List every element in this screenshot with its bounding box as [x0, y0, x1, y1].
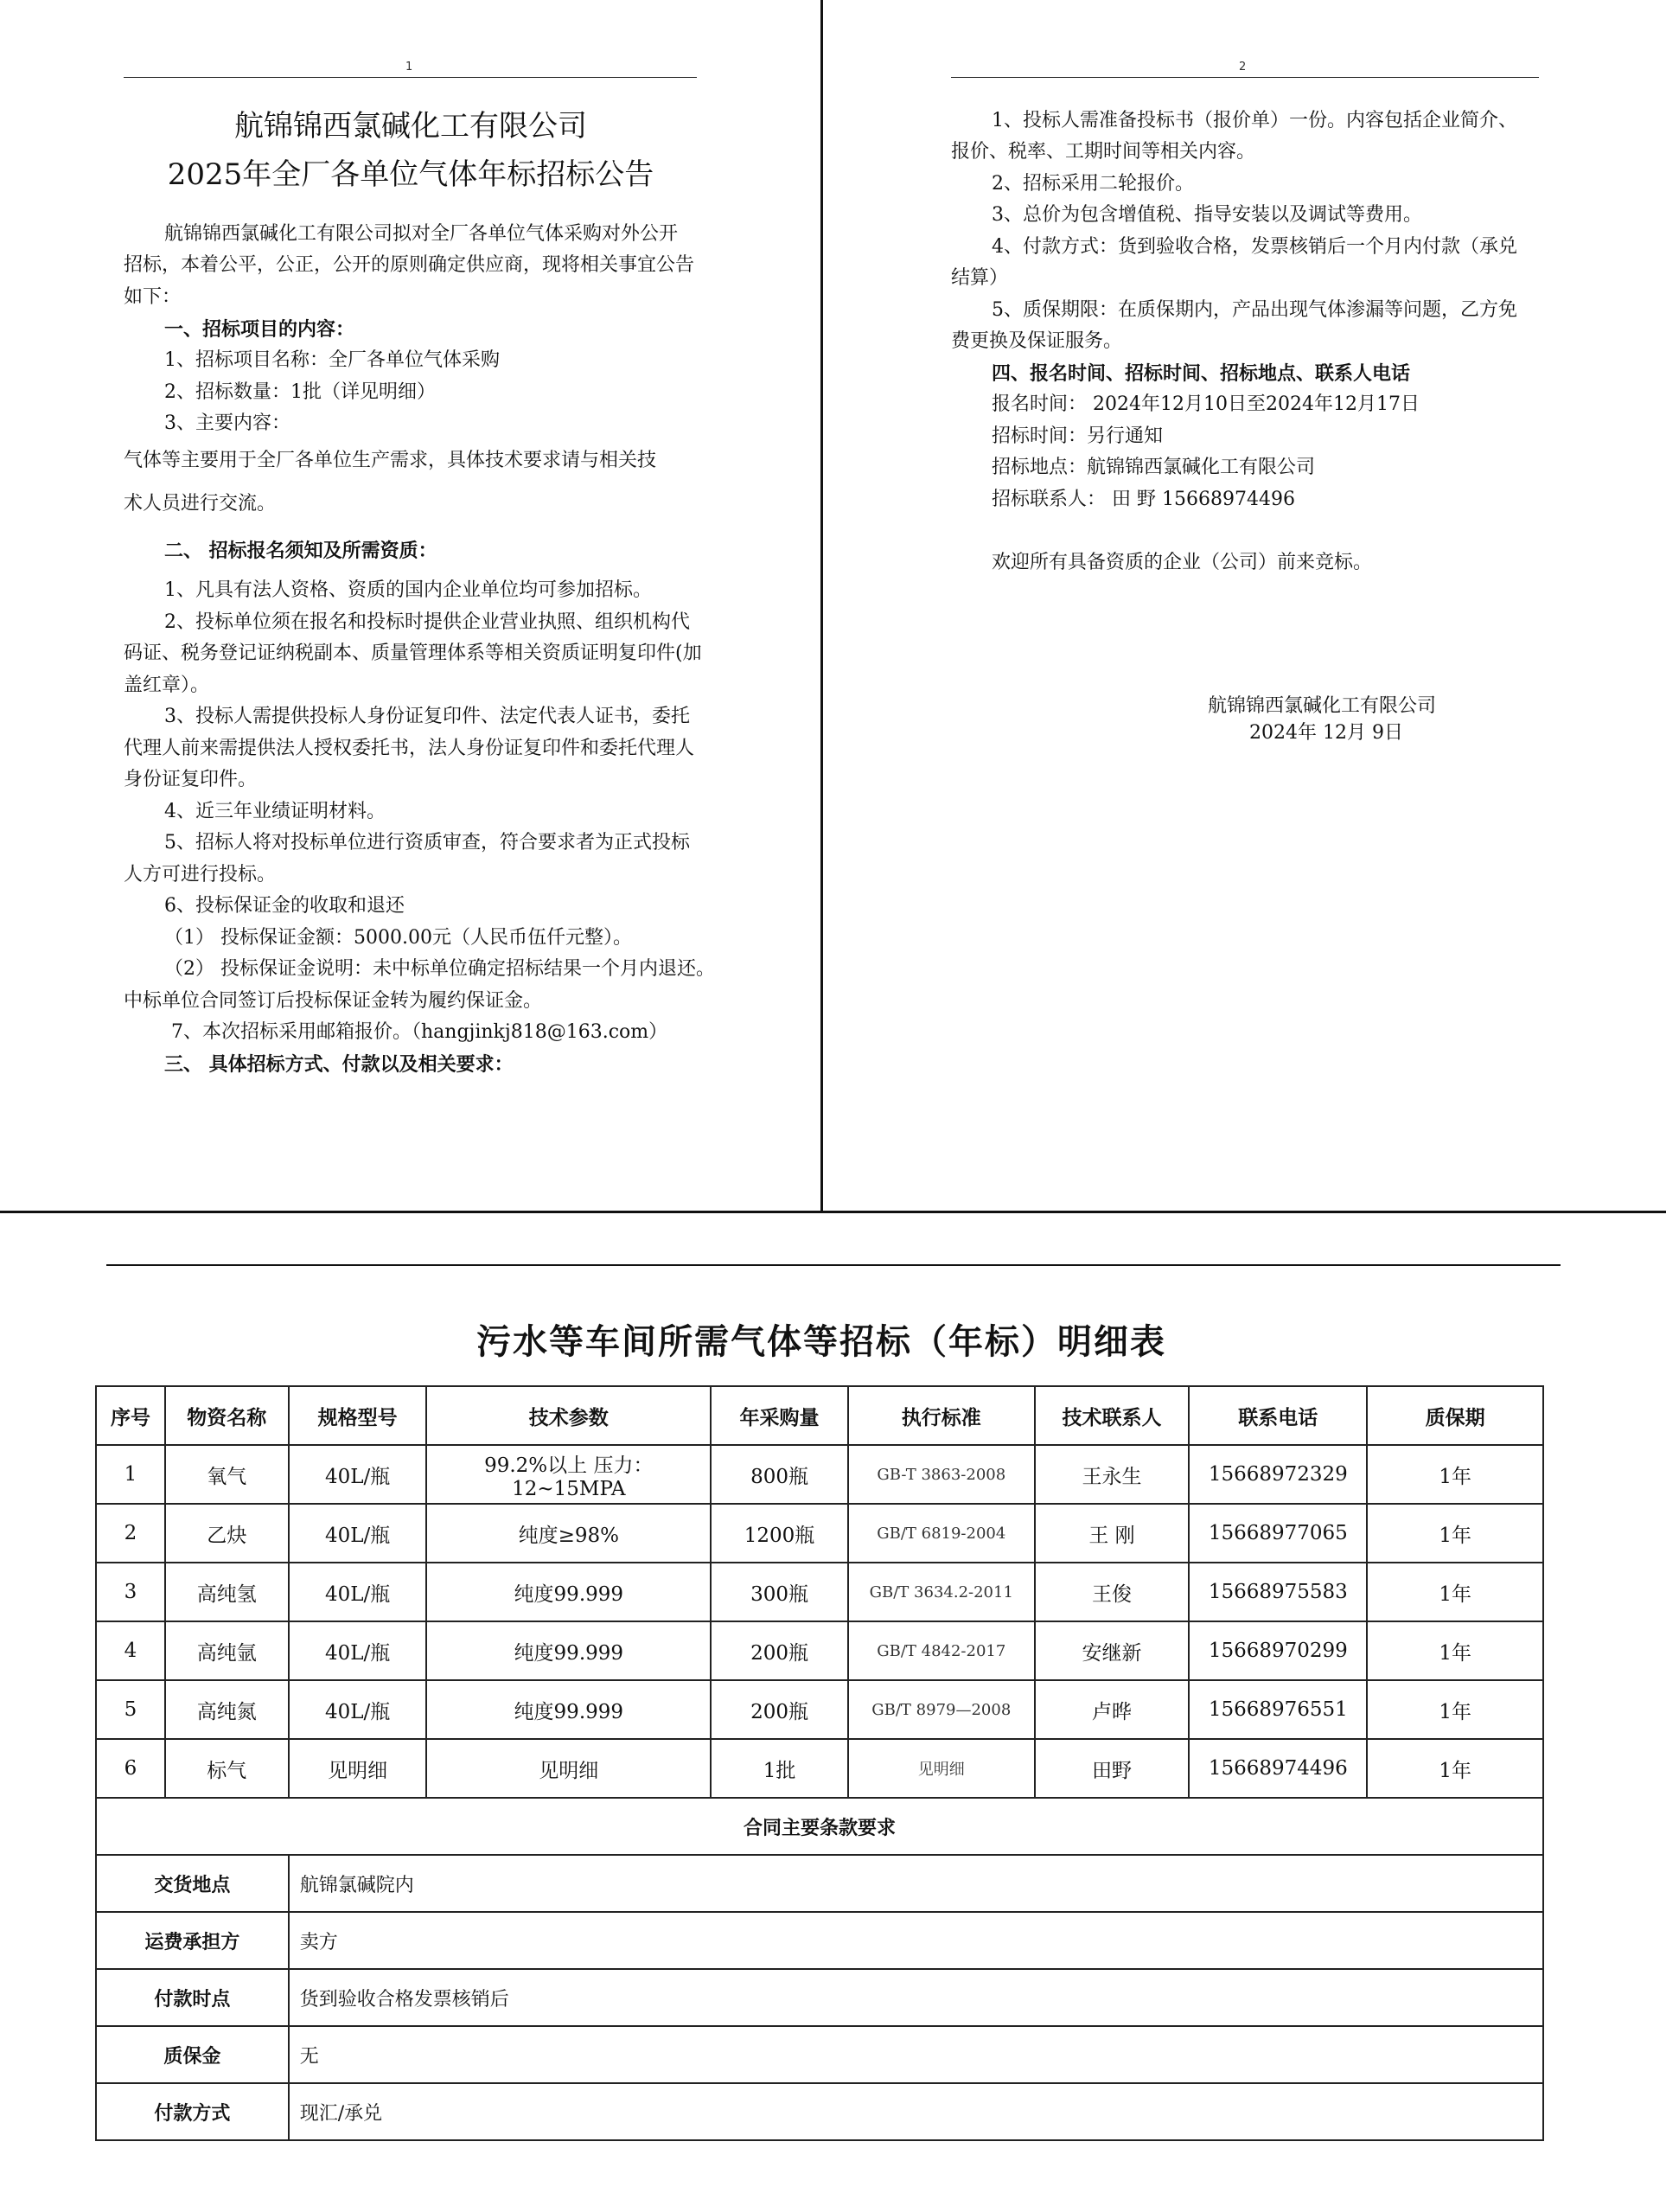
body-line: 2、投标单位须在报名和投标时提供企业营业执照、组织机构代 — [164, 611, 690, 633]
cell-params: 见明细 — [426, 1739, 711, 1798]
contact-line: 招标联系人： 田 野 15668974496 — [992, 489, 1295, 510]
body-line: 报名时间： 2024年12月10日至2024年12月17日 — [992, 393, 1420, 415]
cell-seq: 2 — [96, 1504, 165, 1563]
table-row — [96, 1445, 1543, 1504]
cell-params: 纯度99.999 — [426, 1621, 711, 1680]
column-header: 物资名称 — [165, 1386, 289, 1445]
cell-spec: 见明细 — [289, 1739, 427, 1798]
cell-spec: 40L/瓶 — [289, 1563, 427, 1621]
header-rule — [124, 77, 697, 78]
cell-spec: 40L/瓶 — [289, 1504, 427, 1563]
body-line: 码证、税务登记证纳税副本、质量管理体系等相关资质证明复印件(加 — [124, 643, 702, 664]
cell-item: 高纯氢 — [165, 1563, 289, 1621]
body-line: 报价、税率、工期时间等相关内容。 — [951, 141, 1256, 163]
table-title: 污水等车间所需气体等招标（年标）明细表 — [476, 1322, 1166, 1362]
body-line: 术人员进行交流。 — [124, 493, 277, 515]
cell-phone: 15668974496 — [1189, 1739, 1367, 1798]
cell-seq: 1 — [96, 1445, 165, 1504]
cell-contact: 王 刚 — [1035, 1504, 1190, 1563]
body-line: 结算） — [951, 267, 1009, 289]
body-line: 3、投标人需提供投标人身份证复印件、法定代表人证书，委托 — [164, 706, 690, 727]
term-value: 无 — [289, 2026, 1543, 2083]
cell-seq: 5 — [96, 1680, 165, 1739]
body-line: 招标时间：另行通知 — [992, 425, 1164, 447]
column-header: 技术联系人 — [1035, 1386, 1190, 1445]
cell-standard: GB/T 8979—2008 — [848, 1680, 1035, 1739]
body-line: 5、质保期限：在质保期内，产品出现气体渗漏等问题，乙方免 — [992, 299, 1517, 321]
cell-contact: 王俊 — [1035, 1563, 1190, 1621]
cell-seq: 4 — [96, 1621, 165, 1680]
term-label: 运费承担方 — [96, 1912, 289, 1969]
column-header: 序号 — [96, 1386, 165, 1445]
term-row — [96, 1912, 1543, 1969]
body-line: 中标单位合同签订后投标保证金转为履约保证金。 — [124, 990, 543, 1012]
body-line: （2） 投标保证金说明：未中标单位确定招标结果一个月内退还。 — [164, 958, 715, 980]
term-label: 质保金 — [96, 2026, 289, 2083]
cell-quantity: 200瓶 — [711, 1621, 848, 1680]
cell-standard: GB/T 3634.2-2011 — [848, 1563, 1035, 1621]
page-divider-horizontal — [0, 1211, 1666, 1213]
cell-warranty: 1年 — [1367, 1445, 1543, 1504]
document-title-line-1: 航锦锦西氯碱化工有限公司 — [234, 109, 587, 144]
cell-warranty: 1年 — [1367, 1739, 1543, 1798]
column-header: 技术参数 — [426, 1386, 711, 1445]
column-header: 质保期 — [1367, 1386, 1543, 1445]
cell-spec: 40L/瓶 — [289, 1621, 427, 1680]
contract-terms-header: 合同主要条款要求 — [96, 1798, 1543, 1855]
body-line: 费更换及保证服务。 — [951, 330, 1123, 352]
cell-spec: 40L/瓶 — [289, 1680, 427, 1739]
signature-company: 航锦锦西氯碱化工有限公司 — [1208, 695, 1437, 717]
body-line: 5、招标人将对投标单位进行资质审查，符合要求者为正式投标 — [164, 832, 690, 853]
section-heading: 一、招标项目的内容： — [164, 318, 355, 341]
term-value: 货到验收合格发票核销后 — [289, 1969, 1543, 2026]
term-value: 卖方 — [289, 1912, 1543, 1969]
cell-standard: GB/T 4842-2017 — [848, 1621, 1035, 1680]
body-line: 3、主要内容： — [164, 412, 290, 434]
term-row — [96, 1969, 1543, 2026]
body-line: 如下： — [124, 286, 182, 308]
body-line: 4、近三年业绩证明材料。 — [164, 801, 386, 822]
header-rule — [951, 77, 1539, 78]
term-value: 现汇/承兑 — [289, 2083, 1543, 2140]
cell-phone: 15668976551 — [1189, 1680, 1367, 1739]
cell-warranty: 1年 — [1367, 1680, 1543, 1739]
cell-item: 乙炔 — [165, 1504, 289, 1563]
signature-date: 2024年 12月 9日 — [1249, 722, 1403, 744]
body-line: 7、本次招标采用邮箱报价。（hangjinkj818@163.com） — [171, 1021, 668, 1043]
page-number: 2 — [1239, 61, 1247, 74]
cell-item: 高纯氩 — [165, 1621, 289, 1680]
section-heading: 三、 具体招标方式、付款以及相关要求： — [164, 1053, 514, 1076]
cell-warranty: 1年 — [1367, 1621, 1543, 1680]
document-title-line-2: 2025年全厂各单位气体年标招标公告 — [167, 157, 654, 192]
cell-quantity: 1批 — [711, 1739, 848, 1798]
term-label: 交货地点 — [96, 1855, 289, 1912]
cell-item: 高纯氮 — [165, 1680, 289, 1739]
body-line: 2、招标采用二轮报价。 — [992, 173, 1194, 195]
column-header: 执行标准 — [848, 1386, 1035, 1445]
body-line: 1、投标人需准备投标书（报价单）一份。内容包括企业简介、 — [992, 110, 1517, 131]
cell-phone: 15668970299 — [1189, 1621, 1367, 1680]
term-value: 航锦氯碱院内 — [289, 1855, 1543, 1912]
page-number: 1 — [405, 61, 413, 74]
body-line: 1、招标项目名称：全厂各单位气体采购 — [164, 349, 500, 371]
body-line: 航锦锦西氯碱化工有限公司拟对全厂各单位气体采购对外公开 — [164, 223, 679, 245]
table-row — [96, 1563, 1543, 1621]
term-row — [96, 2083, 1543, 2140]
cell-quantity: 200瓶 — [711, 1680, 848, 1739]
closing-line: 欢迎所有具备资质的企业（公司）前来竞标。 — [992, 552, 1373, 573]
section-heading: 二、 招标报名须知及所需资质： — [164, 540, 437, 562]
body-line: 2、招标数量：1批（详见明细） — [164, 381, 436, 403]
table-row — [96, 1739, 1543, 1798]
cell-params: 99.2%以上 压力：12~15MPA — [426, 1445, 711, 1504]
cell-params: 纯度99.999 — [426, 1563, 711, 1621]
body-line: 盖红章）。 — [124, 674, 210, 696]
cell-seq: 3 — [96, 1563, 165, 1621]
cell-item: 标气 — [165, 1739, 289, 1798]
cell-warranty: 1年 — [1367, 1504, 1543, 1563]
cell-contact: 卢晔 — [1035, 1680, 1190, 1739]
cell-phone: 15668972329 — [1189, 1445, 1367, 1504]
table-header-row — [96, 1386, 1543, 1445]
cell-warranty: 1年 — [1367, 1563, 1543, 1621]
cell-params: 纯度99.999 — [426, 1680, 711, 1739]
column-header: 年采购量 — [711, 1386, 848, 1445]
cell-spec: 40L/瓶 — [289, 1445, 427, 1504]
table-row — [96, 1680, 1543, 1739]
cell-phone: 15668975583 — [1189, 1563, 1367, 1621]
column-header: 联系电话 — [1189, 1386, 1367, 1445]
contract-header-row — [96, 1798, 1543, 1855]
body-line: 招标地点：航锦锦西氯碱化工有限公司 — [992, 457, 1316, 478]
body-line: 3、总价为包含增值税、指导安装以及调试等费用。 — [992, 204, 1422, 226]
body-line: 4、付款方式：货到验收合格，发票核销后一个月内付款（承兑 — [992, 236, 1517, 258]
cell-params: 纯度≥98% — [426, 1504, 711, 1563]
term-label: 付款时点 — [96, 1969, 289, 2026]
body-line: （1） 投标保证金额：5000.00元（人民币伍仟元整）。 — [164, 927, 632, 949]
procurement-table — [95, 1385, 1544, 2141]
body-line: 代理人前来需提供法人授权委托书，法人身份证复印件和委托代理人 — [124, 738, 695, 759]
top-rule — [106, 1264, 1561, 1266]
term-row — [96, 2026, 1543, 2083]
body-line: 6、投标保证金的收取和退还 — [164, 895, 405, 917]
table-row — [96, 1504, 1543, 1563]
document-page-2 — [823, 0, 1666, 1211]
document-page-1 — [0, 0, 822, 1211]
cell-item: 氧气 — [165, 1445, 289, 1504]
column-header: 规格型号 — [289, 1386, 427, 1445]
cell-standard: GB/T 6819-2004 — [848, 1504, 1035, 1563]
cell-quantity: 1200瓶 — [711, 1504, 848, 1563]
cell-contact: 王永生 — [1035, 1445, 1190, 1504]
cell-standard: 见明细 — [848, 1739, 1035, 1798]
cell-quantity: 800瓶 — [711, 1445, 848, 1504]
cell-standard: GB-T 3863-2008 — [848, 1445, 1035, 1504]
cell-contact: 安继新 — [1035, 1621, 1190, 1680]
body-line: 人方可进行投标。 — [124, 864, 277, 885]
section-heading: 四、报名时间、招标时间、招标地点、联系人电话 — [992, 362, 1411, 385]
body-line: 招标，本着公平，公正，公开的原则确定供应商，现将相关事宜公告 — [124, 254, 695, 276]
cell-contact: 田野 — [1035, 1739, 1190, 1798]
body-line: 气体等主要用于全厂各单位生产需求，具体技术要求请与相关技 — [124, 450, 657, 471]
table-row — [96, 1621, 1543, 1680]
cell-phone: 15668977065 — [1189, 1504, 1367, 1563]
term-label: 付款方式 — [96, 2083, 289, 2140]
term-row — [96, 1855, 1543, 1912]
body-line: 1、凡具有法人资格、资质的国内企业单位均可参加招标。 — [164, 579, 652, 601]
body-line: 身份证复印件。 — [124, 769, 258, 790]
cell-quantity: 300瓶 — [711, 1563, 848, 1621]
cell-seq: 6 — [96, 1739, 165, 1798]
